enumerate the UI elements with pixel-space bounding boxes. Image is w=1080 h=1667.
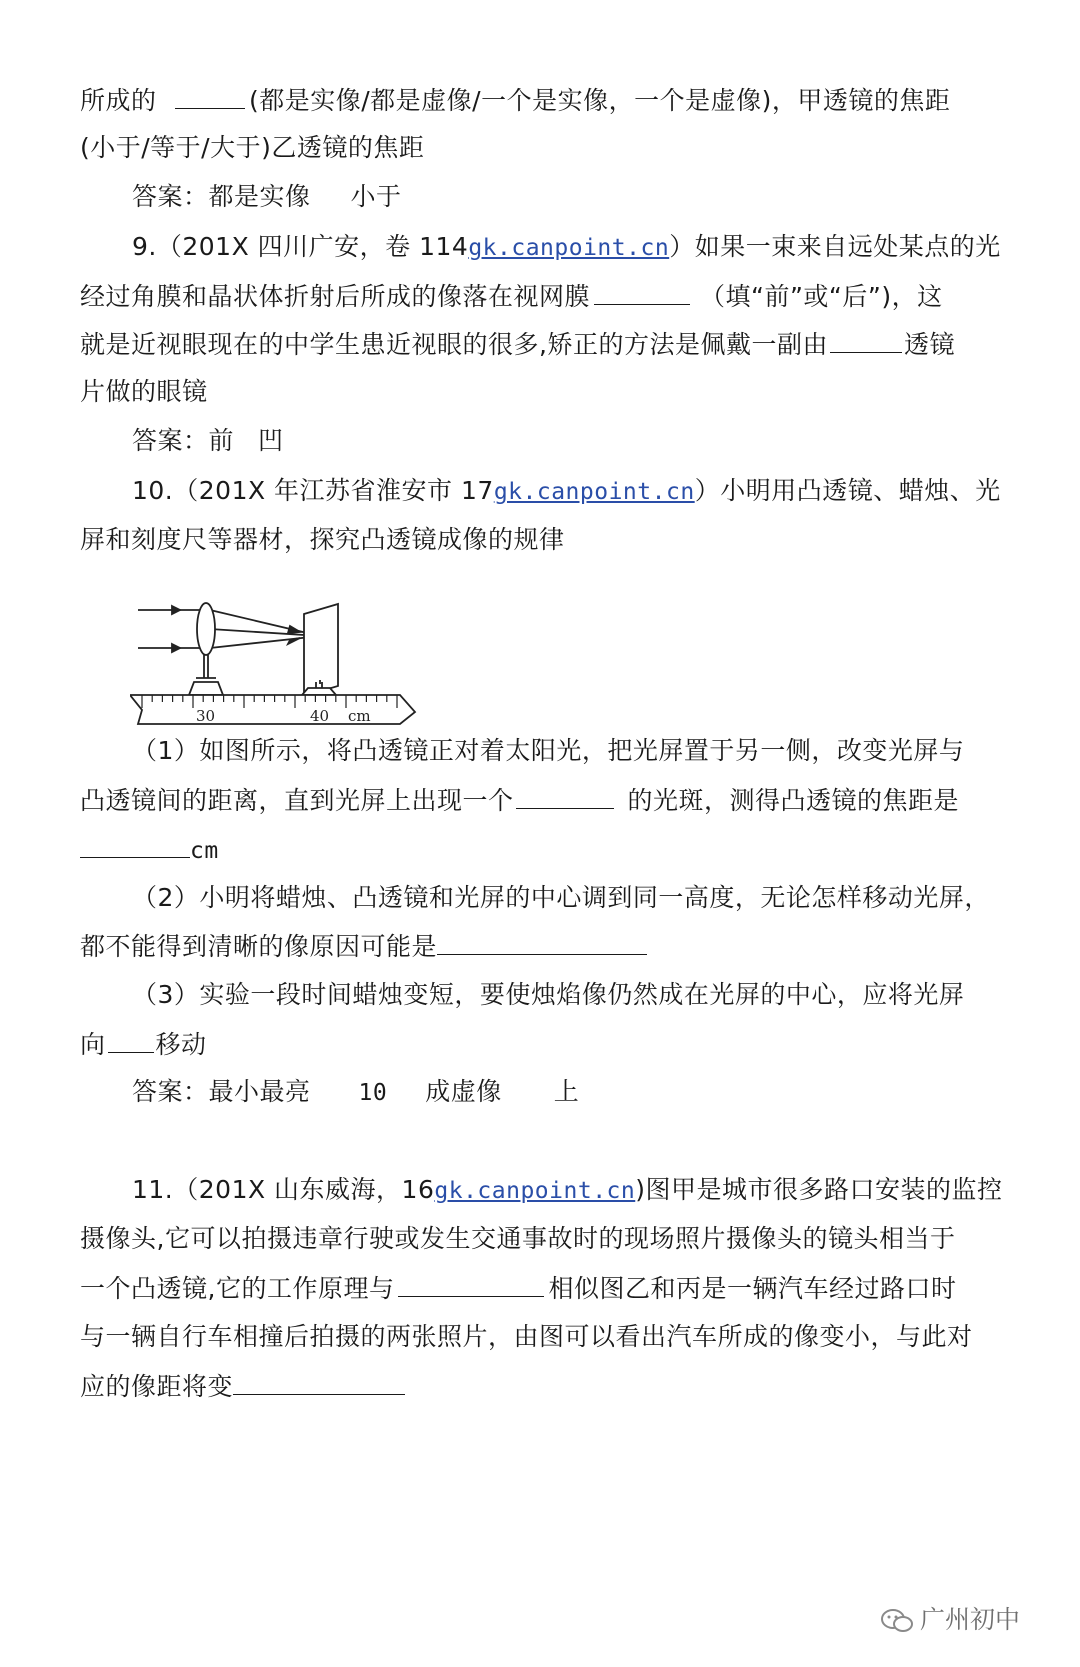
q8-answer — [132, 177, 1000, 217]
q10-text: 的光斑，测得凸透镜的焦距是 — [627, 786, 960, 815]
answer-text: 小于 — [350, 182, 402, 211]
q9-line-2 — [80, 276, 1000, 316]
question-number: 9.（201X 四川广安，卷 114 — [132, 232, 469, 261]
q10-line-1 — [132, 471, 1000, 511]
question-number: 11.（201X 山东威海，16 — [132, 1175, 435, 1204]
q10-p1-line-2 — [80, 780, 1000, 820]
q11-line-1 — [132, 1170, 1003, 1210]
q11-text: 与一辆自行车相撞后拍摄的两张照片，由图可以看出汽车所成的像变小，与此对 — [80, 1322, 973, 1351]
q10-p2-line-1 — [132, 878, 1000, 918]
ruler-unit-label: cm — [348, 707, 371, 725]
q8-text: 所成的 — [80, 86, 157, 115]
q10-text: 移动 — [155, 1030, 207, 1059]
q9-blank-2 — [830, 324, 902, 353]
q8-text: (小于/等于/大于)乙透镜的焦距 — [80, 133, 425, 162]
q11-blank-2 — [233, 1366, 405, 1395]
answer-text: 10 — [358, 1080, 388, 1106]
q10-text: cm — [190, 838, 219, 864]
q9-text: 就是近视眼现在的中学生患近视眼的很多,矫正的方法是佩戴一副由 — [80, 330, 828, 359]
q9-line-1 — [132, 227, 1000, 267]
q10-p1-line-3 — [80, 829, 1000, 869]
tick-label-30: 30 — [196, 707, 216, 725]
q10-text: 凸透镜间的距离，直到光屏上出现一个 — [80, 786, 514, 815]
q8-line-2 — [80, 128, 1000, 168]
q8-line-1 — [80, 80, 1000, 120]
q10-text: （1）如图所示，将凸透镜正对着太阳光，把光屏置于另一侧，改变光屏与 — [132, 736, 965, 765]
q10-text: 屏和刻度尺等器材，探究凸透镜成像的规律 — [80, 525, 565, 554]
q9-line-4 — [80, 372, 1000, 412]
q10-p3-line-1 — [132, 975, 1000, 1015]
q10-blank-4 — [108, 1024, 154, 1053]
q10-p3-line-2 — [80, 1024, 1000, 1064]
answer-text: 答案：最小最亮 — [132, 1077, 311, 1106]
q9-answer — [132, 421, 1000, 461]
source-link[interactable]: gk.canpoint.cn — [434, 1178, 636, 1204]
answer-text: 上 — [553, 1077, 580, 1106]
answer-text: 答案：前 — [132, 426, 235, 455]
q9-text: 透镜 — [903, 330, 955, 359]
watermark-text: 广州初中 — [920, 1605, 1021, 1634]
q11-line-4 — [80, 1317, 1000, 1357]
q11-line-3 — [80, 1268, 1000, 1308]
q9-text: 片做的眼镜 — [80, 377, 208, 406]
q9-text: ）如果一束来自远处某点的光 — [669, 232, 1001, 261]
q10-text: 向 — [80, 1030, 106, 1059]
q11-text: 摄像头,它可以拍摄违章行驶或发生交通事故时的现场照片摄像头的镜头相当于 — [80, 1224, 956, 1253]
q11-line-5 — [80, 1366, 1000, 1406]
q10-p2-line-2 — [80, 926, 1000, 966]
q11-text: 一个凸透镜,它的工作原理与 — [80, 1274, 395, 1303]
lens-experiment-figure — [130, 600, 420, 725]
q9-blank-1 — [594, 276, 690, 305]
ray-arrow-converge-top — [288, 626, 300, 633]
q10-text: ）小明用凸透镜、蜡烛、光 — [694, 476, 1001, 505]
tick-label-40: 40 — [310, 707, 330, 725]
q11-blank-1 — [398, 1268, 544, 1297]
q9-text: 经过角膜和晶状体折射后所成的像落在视网膜 — [80, 282, 591, 311]
convex-lens — [197, 603, 215, 655]
source-link[interactable]: gk.canpoint.cn — [468, 235, 670, 261]
q10-text: 都不能得到清晰的像原因可能是 — [80, 932, 438, 961]
q10-text: （2）小明将蜡烛、凸透镜和光屏的中心调到同一高度，无论怎样移动光屏， — [132, 883, 990, 912]
lens-stand-base — [189, 682, 223, 695]
ray-arrow-bottom — [172, 644, 180, 652]
q8-blank-1 — [175, 80, 245, 109]
source-link[interactable]: gk.canpoint.cn — [493, 479, 695, 505]
wechat-watermark — [880, 1600, 1020, 1636]
q10-text: （3）实验一段时间蜡烛变短，要使烛焰像仍然成在光屏的中心，应将光屏 — [132, 980, 965, 1009]
q10-blank-3 — [437, 926, 647, 955]
ray-arrow-top — [172, 606, 180, 614]
q10-answer — [132, 1072, 1000, 1112]
q9-line-3 — [80, 324, 1000, 364]
screen-stand-base — [302, 688, 336, 695]
q10-blank-1 — [516, 780, 614, 809]
wechat-icon — [880, 1607, 914, 1635]
answer-text: 成虚像 — [425, 1077, 502, 1106]
question-number: 10.（201X 年江苏省淮安市 17 — [132, 476, 494, 505]
q11-line-2 — [80, 1219, 1000, 1259]
q11-text: 相似图乙和丙是一辆汽车经过路口时 — [548, 1274, 957, 1303]
light-screen — [304, 604, 338, 696]
q9-text: （填“前”或“后”)，这 — [700, 282, 943, 311]
answer-text: 凹 — [258, 426, 284, 455]
q10-blank-2 — [80, 829, 190, 858]
answer-text: 答案：都是实像 — [132, 182, 311, 211]
q10-line-2 — [80, 520, 1000, 560]
q11-text: )图甲是城市很多路口安装的监控 — [635, 1175, 1003, 1204]
q8-text: (都是实像/都是虚像/一个是实像，一个是虚像)，甲透镜的焦距 — [248, 86, 951, 115]
q10-p1-line-1 — [132, 731, 1000, 771]
q11-text: 应的像距将变 — [80, 1372, 234, 1401]
